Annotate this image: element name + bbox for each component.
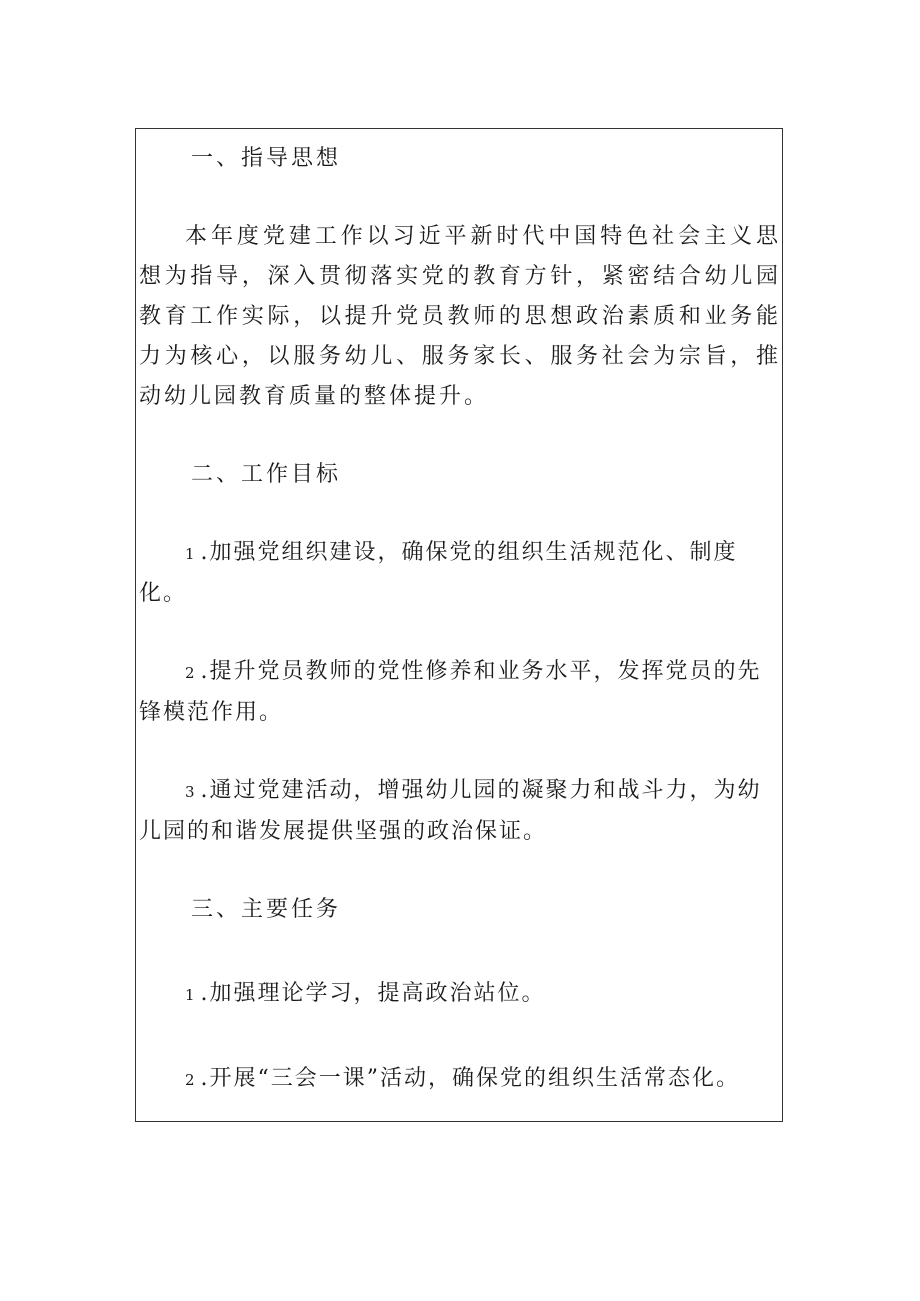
goal-item-2-text: .提升党员教师的党性修养和业务水平，发挥党员的先锋模范作用。: [139, 659, 762, 725]
section-heading-main-tasks: 三、主要任务: [191, 897, 342, 922]
goal-item-2-number: 2: [185, 664, 195, 682]
task-item-2-text: .开展“三会一课”活动，确保党的组织生活常态化。: [200, 1066, 741, 1091]
goal-item-3-number: 3: [185, 783, 195, 801]
section-heading-guiding-ideology: 一、指导思想: [191, 146, 342, 171]
task-item-1: [139, 974, 781, 1015]
section-heading-work-goals: 二、工作目标: [191, 462, 342, 487]
goal-item-1-text: .加强党组织建设，确保党的组织生活规范化、制度化。: [139, 540, 738, 606]
goal-item-1: [139, 533, 781, 614]
goal-item-3-text: .通过党建活动，增强幼儿园的凝聚力和战斗力，为幼儿园的和谐发展提供坚强的政治保证。: [139, 778, 762, 844]
goal-item-2: [139, 652, 781, 733]
task-item-1-text: .加强理论学习，提高政治站位。: [200, 981, 546, 1006]
goal-item-1-number: 1: [185, 545, 195, 563]
section-body-guiding-ideology: 本年度党建工作以习近平新时代中国特色社会主义思想为指导，深入贯彻落实党的教育方针，紧密结合幼儿园教育工作实际，以提升党员教师的思想政治素质和业务能力为核心，以服务幼儿、服务家长、服务社会为宗旨，推动幼儿园教育质量的整体提升。: [139, 224, 781, 409]
goal-item-3: [139, 771, 781, 852]
task-item-1-number: 1: [185, 986, 195, 1004]
task-item-2: [139, 1059, 781, 1100]
document-content: [139, 129, 781, 1100]
task-item-2-number: 2: [185, 1071, 195, 1089]
document-frame: [135, 128, 783, 1122]
